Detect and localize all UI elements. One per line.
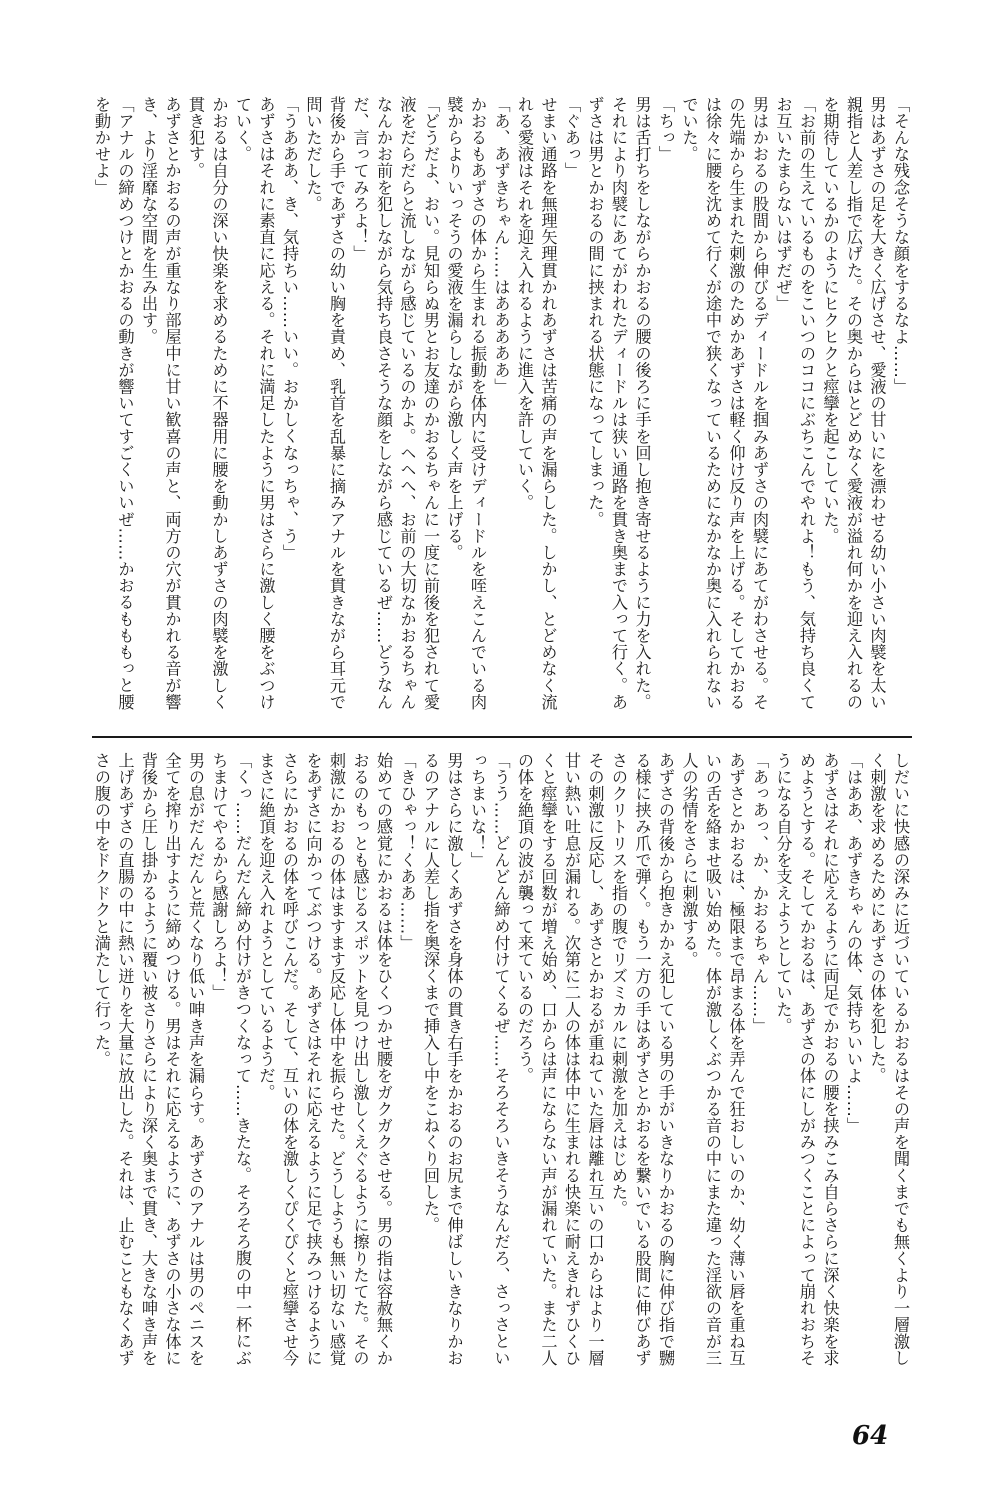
top-text-block: 「そんな残念そうな顔をするなよ……」 男はあずさの足を大きく広げさせ、愛液の甘いにを漂わせる幼い小さい肉襞を太い親指と人差し指で広げた。その奥からはとどめなく愛液が溢れ何かを迎え入れるのを期待しているかのようにヒクヒクと痙攣を起こしていた。 「お前の生えているものをこいつのココにぶちこんでやれよ！もう、気持ち良くてお互いたまらないはずだぜ」 男はかおるの股間から伸びるディードルを掴みあずさの肉襞にあてがわさせる。その先端から生まれた刺激のためかあずさは軽く仰け反り声を上げる。そしてかおるは徐々に腰を沈めて行くが途中で狭くなっているためになかなか奥に入れられないでいた。 「ちっ」 男は舌打ちをしながらかおるの腰の後ろに手を回し抱き寄せるように力を入れた。それにより肉襞にあてがわれたディードルは狭い通路を貫き奥まで入って行く。あずさは男とかおるの間に挟まれる状態になってしまった。 「ぐあっ」 せまい通路を無理矢理貫かれあずさは苦痛の声を漏らした。しかし、とどめなく流れる愛液はそれを迎え入れるように進入を許していく。 「あ、あずきちゃん……はあああああ」 かおるもあずさの体から生まれる振動を体内に受けディードルを咥えこんでいる肉襞からよりいっそうの愛液を漏らしながら激しく声を上げる。 「どうだよ、おい。見知らぬ男とお友達のかおるちゃんに一度に前後を犯されて愛液をだらだらと流しながら感じているのかよ。ヘヘへ、お前の大切なかおるちゃんなんかお前を犯しながら気持ち良さそうな顔をしながら感じているぜ……どうなんだ、言ってみろよ！」 背後から手であずさの幼い胸を責め、乳首を乱暴に摘みアナルを貫きながら耳元で問いただした。 「うあああ、き、気持ちい……いい。おかしくなっちゃ、う」 あずさはそれに素直に応える。それに満足したように男はさらに激しく腰をぶつけていく。 かおるは自分の深い快楽を求めるために不器用に腰を動かしあずさの肉襞を激しく貫き犯す。 あずさとかおるの声が重なり部屋中に甘い歓喜の声と、両方の穴が貫かれる音が響き、より淫靡な空間を生み出す。 「アナルの締めつけとかおるの動きが響いてすごくいいぜ……かおるもももっと腰を動かせよ」 [92,96,910,711]
section-divider [92,736,912,738]
bottom-text-block: しだいに快感の深みに近づいているかおるはその声を聞くまでも無くより一層激しく刺激を求めるためにあずさの体を犯した。 「はああ、あずきちゃんの体、気持ちいいよ……」 あずさはそれに応えるように両足でかおるの腰を挟みこみ自らさらに深く快楽を求めようとする。そしてかおるは、あずさの体にしがみつくことによって崩れおちそうになる自分を支えようとしていた。 「あっあっ、か、かおるちゃん……」 あずさとかおるは、極限まで昂まる体を弄んで狂おしいのか、幼く薄い唇を重ね互いの舌を絡ませ吸い始めた。体が激しくぶつかる音の中にまた違った淫欲の音が三人の劣情をさらに刺激する。 あずさの背後から抱きかかえ犯している男の手がいきなりかおるの胸に伸び指で嬲る様に挟み爪で弾く。もう一方の手はあずさとかおるを繋いでいる股間に伸びあずさのクリトリスを指の腹でリズミカルに刺激を加えはじめた。 その刺激に反応し、あずさとかおるが重ねていた唇は離れ互いの口からはより一層甘い熱い吐息が漏れる。次第に二人の体は体中に生まれる快楽に耐えきれずひくひくと痙攣をする回数が増え始め、口からは声にならない声が漏れていた。また二人の体を絶頂の波が襲って来ているのだろう。 「うう……どんどん締め付けてくるぜ……そろそろいきそうなんだろ、さっさといっちまいな！」 男はさらに激しくあずさを身体の貫き右手をかおるのお尻まで伸ばしいきなりかおるのアナルに人差し指を奥深くまで挿入し中をこねくり回した。 「きひゃっ！くああ……」 始めての感覚にかおるは体をひくつかせ腰をガクガクさせる。男の指は容赦無くかおるのもっとも感じるスポットを見つけ出し激しくえぐるように擦りたてた。その刺激にかおるの体はますます反応し体中を振らせた。どうしようも無い切ない感覚をあずさに向かってぶつける。あずさはそれに応えるように足で挟みつけるようにさらにかおるの体を呼びこんだ。そして、互いの体を激しくぴくぴくと痙攣させ今まさに絶頂を迎え入れようとしているようだ。 「くっ……だんだん締め付けがきつくなって……きたな。そろそろ腹の中一杯にぶちまけてやるから感謝しろよ！」 男の息がだんだんと荒くなり低い呻き声を漏らす。あずさのアナルは男のペニスを全てを搾り出すように締めつける。男はそれに応えるように、あずさの小さな体に背後から圧し掛かるように覆い被さりさらにより深く奥まで貫き、大きな呻き声を上げあずさの直腸の中に熱い迸りを大量に放出した。それは、止むこともなくあずさの腹の中をドクドクと満たして行った。 [92,752,910,1367]
page-number: 64 [852,1421,889,1451]
